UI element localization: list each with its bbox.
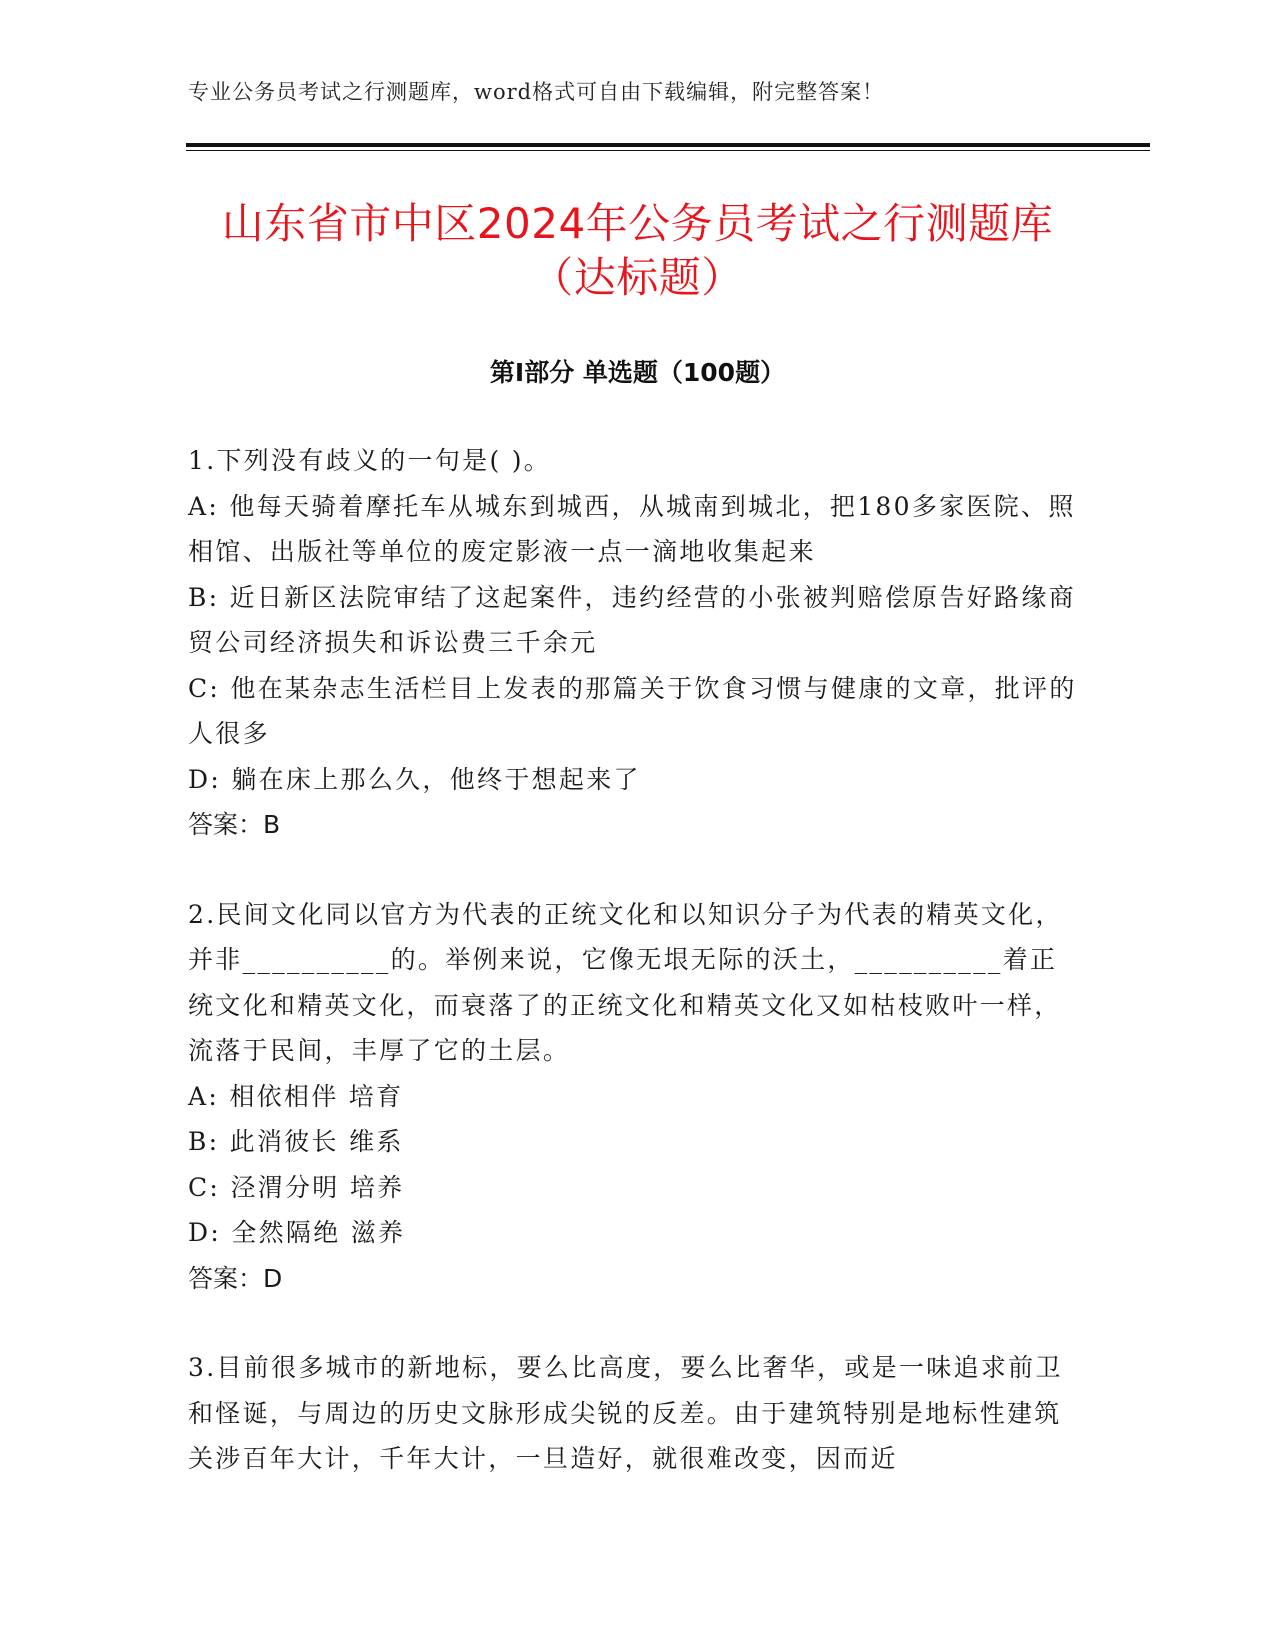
question-3 [188, 1345, 1078, 1482]
option-c: C: 泾渭分明 培养 [188, 1172, 405, 1202]
question-2 [188, 892, 1078, 1302]
document-title-line-1: 山东省市中区2024年公务员考试之行测题库 [221, 199, 1054, 248]
option-a: A: 相依相伴 培育 [188, 1081, 404, 1111]
section-title: 第Ⅰ部分 单选题（100题） [489, 358, 786, 387]
option-b: B: 近日新区法院审结了这起案件，违约经营的小张被判赔偿原告好路缘商贸公司经济损失和诉讼费三千余元 [188, 582, 1076, 657]
header-note: 专业公务员考试之行测题库，word格式可自由下载编辑，附完整答案！ [188, 80, 885, 104]
option-d: D: 躺在床上那么久，他终于想起来了 [188, 764, 641, 794]
document-title-line-2: （达标题） [531, 253, 744, 302]
option-b: B: 此消彼长 维系 [188, 1127, 404, 1156]
question-stem: 3.目前很多城市的新地标，要么比高度，要么比奢华，或是一味追求前卫和怪诞，与周边的历史文脉形成尖锐的反差。由于建筑特别是地标性建筑关涉百年大计，千年大计，一旦造好，就很难改变，因而近 [188, 1353, 1063, 1473]
header-divider [186, 143, 1150, 147]
document-title [140, 197, 1135, 305]
option-a: A: 他每天骑着摩托车从城东到城西，从城南到城北，把180多家医院、照相馆、出版社等单位的废定影液一点一滴地收集起来 [188, 491, 1076, 566]
question-1 [188, 438, 1078, 848]
question-list [188, 438, 1078, 1526]
answer-label: 答案：D [188, 1263, 283, 1293]
option-c: C: 他在某杂志生活栏目上发表的那篇关于饮食习惯与健康的文章，批评的人很多 [188, 673, 1077, 748]
header-divider-thin [186, 150, 1150, 151]
answer-label: 答案：B [188, 810, 281, 839]
option-d: D: 全然隔绝 滋养 [188, 1218, 406, 1247]
question-stem: 1.下列没有歧义的一句是( )。 [188, 446, 552, 475]
question-stem: 2.民间文化同以官方为代表的正统文化和以知识分子为代表的精英文化，并非__________的。举例来说，它像无垠无际的沃土，__________着正统文化和精英文化，而衰落了的正统文化和精英文化又如枯枝败叶一样，流落于民间，丰厚了它的土层。 [188, 899, 1063, 1065]
